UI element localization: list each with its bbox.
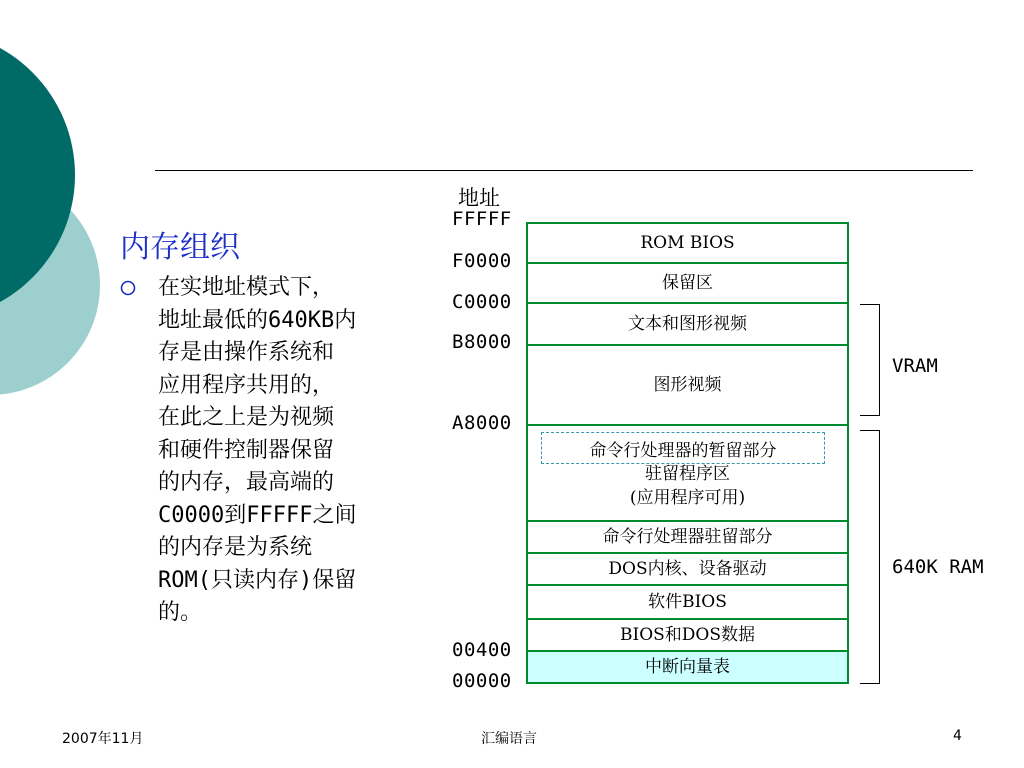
region-cmd-transient: 命令行处理器的暂留部分 bbox=[541, 432, 825, 464]
hollow-circle-bullet-icon bbox=[120, 280, 138, 298]
bullet-line: 在此之上是为视频 bbox=[158, 405, 335, 430]
bullet-line: 的内存，最高端的 bbox=[158, 470, 335, 495]
region-label: 软件BIOS bbox=[648, 592, 727, 612]
region-dos-kernel bbox=[526, 552, 849, 586]
ram-640k-bracket bbox=[860, 430, 880, 684]
bullet-line: 的。 bbox=[158, 600, 203, 625]
footer-date: 2007年11月 bbox=[62, 731, 144, 747]
bullet-line: 地址最低的640KB内 bbox=[158, 307, 357, 333]
region-label: 驻留程序区 bbox=[645, 464, 730, 484]
region-text-graphics-video bbox=[526, 302, 849, 346]
region-rom-bios bbox=[526, 222, 849, 264]
region-label: ROM BIOS bbox=[640, 233, 735, 253]
decorative-circles bbox=[0, 0, 140, 420]
region-cmd-resident bbox=[526, 520, 849, 554]
region-interrupt-vector-table bbox=[526, 650, 849, 684]
vram-bracket bbox=[860, 304, 880, 416]
bullet-line: 的内存是为系统 bbox=[158, 535, 313, 560]
address-00400: 00400 bbox=[452, 639, 512, 661]
bullet-line: 和硬件控制器保留 bbox=[158, 437, 335, 463]
slide-heading: 内存组织 bbox=[120, 230, 240, 265]
address-c0000: C0000 bbox=[452, 291, 512, 313]
bullet-line: C0000到FFFFF之间 bbox=[158, 502, 357, 528]
region-label: BIOS和DOS数据 bbox=[619, 625, 755, 645]
region-label: DOS内核、设备驱动 bbox=[608, 559, 767, 579]
address-fffff: FFFFF bbox=[452, 208, 512, 230]
region-label: 文本和图形视频 bbox=[628, 314, 747, 334]
footer-course: 汇编语言 bbox=[481, 731, 537, 747]
bullet-line: ROM(只读内存)保留 bbox=[158, 567, 357, 593]
region-graphics-video bbox=[526, 344, 849, 426]
ram-640k-label: 640K RAM bbox=[892, 556, 984, 578]
address-b8000: B8000 bbox=[452, 331, 512, 353]
vram-label: VRAM bbox=[892, 355, 938, 377]
title-divider-line bbox=[155, 170, 973, 171]
address-00000: 00000 bbox=[452, 670, 512, 692]
region-label: 图形视频 bbox=[653, 375, 722, 395]
region-bios-dos-data bbox=[526, 618, 849, 652]
region-label: 保留区 bbox=[662, 273, 713, 293]
region-label: (应用程序可用) bbox=[629, 488, 746, 508]
bullet-line: 在实地址模式下， bbox=[158, 275, 335, 300]
region-label: 中断向量表 bbox=[645, 657, 730, 677]
region-software-bios bbox=[526, 584, 849, 620]
region-reserved bbox=[526, 262, 849, 304]
bullet-line: 应用程序共用的， bbox=[158, 372, 335, 398]
region-label: 命令行处理器驻留部分 bbox=[602, 527, 773, 547]
address-f0000: F0000 bbox=[452, 250, 512, 272]
bullet-paragraph bbox=[158, 272, 408, 630]
footer-page-number: 4 bbox=[953, 728, 962, 744]
region-tsr-label bbox=[526, 462, 849, 510]
address-column-title: 地址 bbox=[458, 186, 500, 210]
address-a8000: A8000 bbox=[452, 412, 512, 434]
bullet-line: 存是由操作系统和 bbox=[158, 340, 335, 365]
